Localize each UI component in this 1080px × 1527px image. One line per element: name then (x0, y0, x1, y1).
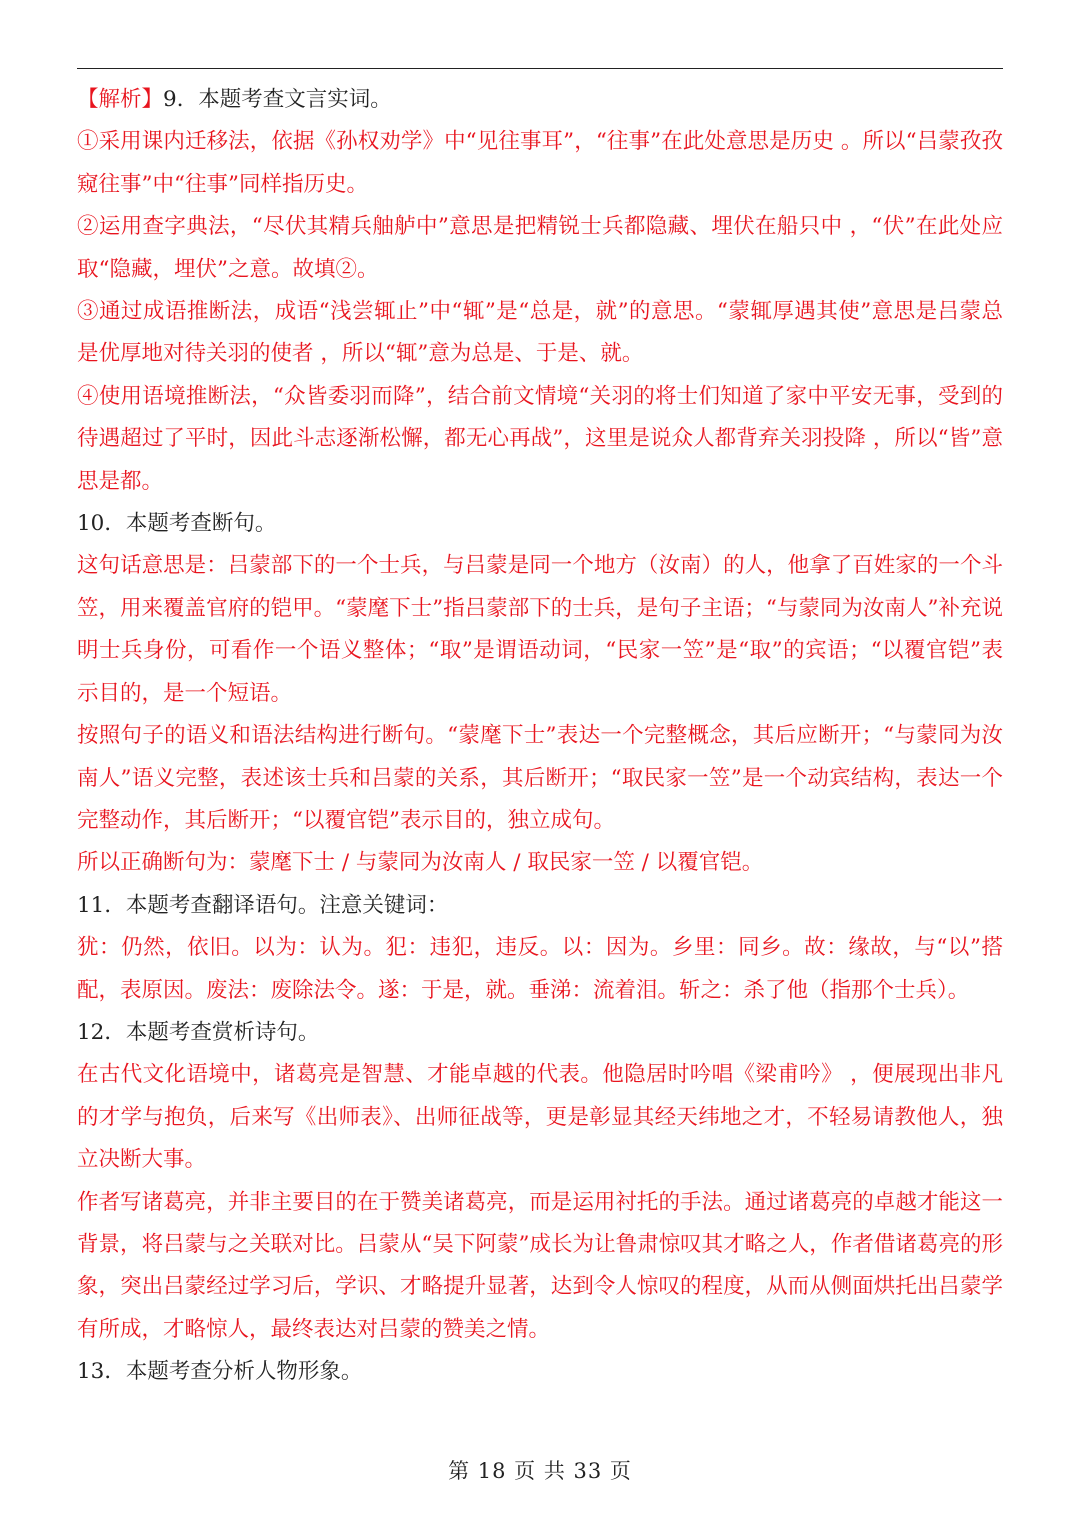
text-segment: ③通过成语推断法，成语“浅尝辄止”中“辄”是“总是，就”的意思。“蒙辄厚遇其使”意思是吕蒙总是优厚地对待关羽的使者 ，所以“辄”意为总是、于是、就。 (77, 299, 1003, 367)
header-rule (77, 68, 1003, 69)
paragraph (77, 503, 1003, 545)
text-segment: ②运用查字典法，“尽伏其精兵舳舻中”意思是把精锐士兵都隐藏、埋伏在船只中 ，“伏”在此处应取“隐藏，埋伏”之意。故填②。 (77, 214, 1003, 282)
answer-analysis-body (77, 79, 1003, 1394)
text-segment: 所以正确断句为：蒙麾下士 / 与蒙同为汝南人 / 取民家一笠 / 以覆官铠。 (77, 850, 764, 876)
text-segment: 【解析】 (77, 87, 164, 112)
text-segment: 这句话意思是：吕蒙部下的一个士兵，与吕蒙是同一个地方（汝南）的人，他拿了百姓家的一个斗笠，用来覆盖官府的铠甲。“蒙麾下士”指吕蒙部下的士兵，是句子主语；“与蒙同为汝南人”补充说明士兵身份，可看作一个语义整体；“取”是谓语动词，“民家一笠”是“取”的宾语；“以覆官铠”表示目的，是一个短语。 (77, 553, 1003, 706)
paragraph (77, 885, 1003, 927)
paragraph (77, 545, 1003, 715)
paragraph (77, 121, 1003, 206)
text-segment: 犹：仍然，依旧。以为：认为。犯：违犯，违反。以：因为。乡里：同乡。故：缘故，与“以”搭配，表原因。废法：废除法令。遂：于是，就。垂涕：流着泪。斩之：杀了他（指那个士兵）。 (77, 935, 1003, 1003)
text-segment: 13．本题考查分析人物形象。 (77, 1359, 363, 1385)
text-segment: 在古代文化语境中，诸葛亮是智慧、才能卓越的代表。他隐居时吟唱《梁甫吟》 ，便展现出非凡的才学与抱负，后来写《出师表》、出师征战等，更是彰显其经天纬地之才，不轻易请教他人，独立决断大事。 (77, 1062, 1003, 1173)
text-segment: 按照句子的语义和语法结构进行断句。“蒙麾下士”表达一个完整概念，其后应断开；“与蒙同为汝南人”语义完整，表述该士兵和吕蒙的关系，其后断开；“取民家一笠”是一个动宾结构，表达一个完整动作，其后断开；“以覆官铠”表示目的，独立成句。 (77, 723, 1003, 833)
paragraph (77, 376, 1003, 503)
text-segment: 9．本题考查文言实词。 (163, 87, 392, 112)
paragraph (77, 206, 1003, 291)
paragraph (77, 1054, 1003, 1181)
paragraph (77, 842, 1003, 884)
paragraph (77, 79, 1003, 121)
text-segment: ④使用语境推断法，“众皆委羽而降”，结合前文情境“关羽的将士们知道了家中平安无事，受到的待遇超过了平时，因此斗志逐渐松懈，都无心再战”，这里是说众人都背弃关羽投降 ，所以“皆”意思是都。 (77, 383, 1003, 494)
paragraph (77, 1012, 1003, 1054)
text-segment: 作者写诸葛亮，并非主要目的在于赞美诸葛亮，而是运用衬托的手法。通过诸葛亮的卓越才能这一背景，将吕蒙与之关联对比。吕蒙从“吴下阿蒙”成长为让鲁肃惊叹其才略之人，作者借诸葛亮的形象，突出吕蒙经过学习后，学识、才略提升显著，达到令人惊叹的程度，从而从侧面烘托出吕蒙学有所成，才略惊人，最终表达对吕蒙的赞美之情。 (77, 1189, 1003, 1342)
text-segment: ①采用课内迁移法，依据《孙权劝学》中“见往事耳”，“往事”在此处意思是历史 。所以“吕蒙孜孜窥往事”中“往事”同样指历史。 (77, 129, 1003, 197)
paragraph (77, 291, 1003, 376)
page-number-footer: 第 18 页 共 33 页 (448, 1459, 632, 1483)
paragraph (77, 927, 1003, 1012)
paragraph (77, 1351, 1003, 1393)
text-segment: 11．本题考查翻译语句。注意关键词： (77, 892, 449, 918)
text-segment: 12．本题考查赏析诗句。 (77, 1019, 320, 1045)
paragraph (77, 715, 1003, 842)
paragraph (77, 1182, 1003, 1352)
text-segment: 10．本题考查断句。 (77, 511, 277, 537)
